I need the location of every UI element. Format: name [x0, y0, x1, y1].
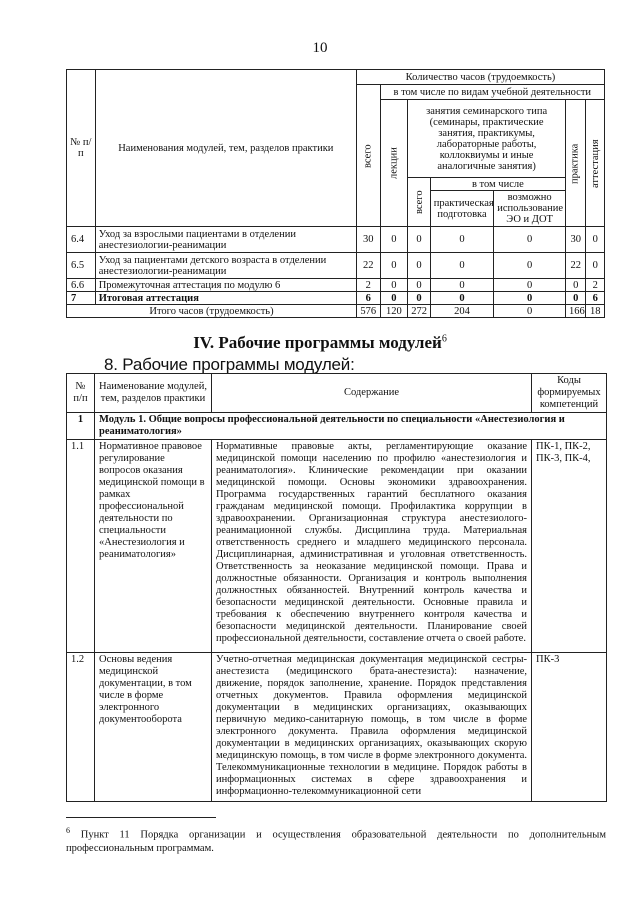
total-seminar: 272 [408, 305, 431, 318]
row-practice: 0 [565, 279, 585, 292]
row-practical: 0 [430, 279, 494, 292]
row-lectures: 0 [380, 292, 408, 305]
header-num: № п/п [67, 70, 96, 227]
table-row [67, 653, 607, 802]
hours-table [66, 69, 605, 318]
row-num: 1.2 [67, 653, 95, 802]
header-practical: практическая подготовка [430, 191, 494, 227]
row-practice: 22 [565, 253, 585, 279]
row-num: 6.6 [67, 279, 96, 292]
header-name: Наименования модулей, тем, разделов практики [95, 70, 356, 227]
table-row [67, 227, 605, 253]
row-seminar: 0 [408, 227, 431, 253]
row-num: 6.5 [67, 253, 96, 279]
row-practical: 0 [430, 227, 494, 253]
header-practice: практика [565, 100, 585, 227]
table-row [67, 253, 605, 279]
row-num: 6.4 [67, 227, 96, 253]
total-total: 576 [356, 305, 380, 318]
row-attest: 6 [586, 292, 605, 305]
module-title: Модуль 1. Общие вопросы профессиональной деятельности по специальности «Анестезиология и реаниматология» [95, 413, 607, 440]
header-incl2: в том числе [430, 178, 565, 191]
module-num: 1 [67, 413, 95, 440]
table-row [67, 279, 605, 292]
programs-table [66, 373, 607, 802]
row-total: 30 [356, 227, 380, 253]
header-seminar: занятия семинарского типа (семинары, практические занятия, практикумы, лабораторные работы, коллоквиумы и иные аналогичные занятия) [408, 100, 566, 178]
header-incl: в том числе по видам учебной деятельности [380, 85, 604, 100]
row-content: Учетно-отчетная медицинская документация медицинской сестры-анестезиста (медицинского брата-анестезиста): назначение, движение, порядок заполнение, хранение. Порядок представления отчетных документов. Правила оформления медицинской документации в медицинских организациях, оказывающих первичную медико-санитарную помощь, в том числе в форме электронного документа. Правила оформления медицинской документации в медицинских организациях, оказывающих скорую медицинскую помощь, в том числе в форме электронного документа. Телекоммуникационные технологии в медицине. Порядок работы в информационных системах в сфере здравоохранения и информационно-телекоммуникационной сети [212, 653, 532, 802]
header-name: Наименование модулей, тем, разделов практики [95, 374, 212, 413]
row-name: Основы ведения медицинской документации, в том числе в форме электронного документооборота [95, 653, 212, 802]
section-title-text: IV. Рабочие программы модулей [193, 333, 442, 352]
row-num: 7 [67, 292, 96, 305]
row-name: Нормативное правовое регулирование вопросов оказания медицинской помощи в рамках профессиональной деятельности по специальности «Анестезиология и реаниматология» [95, 440, 212, 653]
row-codes: ПК-3 [532, 653, 607, 802]
row-num: 1.1 [67, 440, 95, 653]
row-eo: 0 [494, 227, 566, 253]
table-row [67, 440, 607, 653]
row-eo: 0 [494, 292, 566, 305]
footnote-divider [66, 817, 216, 818]
header-hours: Количество часов (трудоемкость) [356, 70, 604, 85]
table-header-row [67, 374, 607, 413]
header-sem-total: всего [408, 178, 431, 227]
row-attest: 2 [586, 279, 605, 292]
table-row [67, 292, 605, 305]
row-attest: 0 [586, 227, 605, 253]
total-label: Итого часов (трудоемкость) [67, 305, 357, 318]
row-name: Уход за взрослыми пациентами в отделении анестезиологии-реанимации [95, 227, 356, 253]
row-eo: 0 [494, 253, 566, 279]
row-attest: 0 [586, 253, 605, 279]
row-seminar: 0 [408, 253, 431, 279]
row-total: 6 [356, 292, 380, 305]
header-lectures: лекции [380, 100, 408, 227]
header-num: № п/п [67, 374, 95, 413]
table-header-row [67, 70, 605, 85]
header-codes: Коды формируемых компетенций [532, 374, 607, 413]
footnote-mark: 6 [66, 826, 70, 835]
row-lectures: 0 [380, 279, 408, 292]
header-eo: возможно использование ЭО и ДОТ [494, 191, 566, 227]
subsection-title: 8. Рабочие программы модулей: [104, 355, 355, 374]
page-number: 10 [312, 40, 328, 56]
row-total: 22 [356, 253, 380, 279]
footnote-ref: 6 [441, 333, 447, 345]
total-lectures: 120 [380, 305, 408, 318]
total-practical: 204 [430, 305, 494, 318]
row-seminar: 0 [408, 292, 431, 305]
row-practice: 30 [565, 227, 585, 253]
row-practical: 0 [430, 253, 494, 279]
footnote [66, 824, 606, 855]
footnote-text: Пункт 11 Порядка организации и осуществления образовательной деятельности по дополнительным профессиональным программам. [66, 829, 607, 854]
total-row [67, 305, 605, 318]
header-total: всего [356, 85, 380, 227]
row-content: Нормативные правовые акты, регламентирующие оказание медицинской помощи населению по профилю «анестезиология и реаниматология». Клинические рекомендации при оказании медицинской помощи. Основы экономики здравоохранения. Программа государственных гарантий бесплатного оказания гражданам медицинской помощи. Профилактика коррупции в здравоохранении. Организационная структура анестезиолого-реанимационной службы. Дисциплина труда. Материальная ответственность среднего и младшего медицинского персонала. Дисциплинарная, административная и уголовная ответственность. Ответственность за неоказание медицинской помощи. Права и должностные обязанности. Организация и контроль выполнения должностных обязанностей. Внутренний контроль качества и безопасности медицинской деятельности. Основные правила и требования к обеспечению внутреннего контроля качества и безопасности медицинской деятельности. Планирование своей профессиональной деятельности, составление отчета о своей работе. [212, 440, 532, 653]
header-attest: аттестация [586, 100, 605, 227]
module-row [67, 413, 607, 440]
row-total: 2 [356, 279, 380, 292]
row-practical: 0 [430, 292, 494, 305]
row-seminar: 0 [408, 279, 431, 292]
total-practice: 166 [565, 305, 585, 318]
row-name: Уход за пациентами детского возраста в отделении анестезиологии-реанимации [95, 253, 356, 279]
row-practice: 0 [565, 292, 585, 305]
row-lectures: 0 [380, 227, 408, 253]
row-name: Итоговая аттестация [95, 292, 356, 305]
total-eo: 0 [494, 305, 566, 318]
section-title [0, 333, 640, 353]
header-content: Содержание [212, 374, 532, 413]
row-eo: 0 [494, 279, 566, 292]
row-lectures: 0 [380, 253, 408, 279]
row-codes: ПК-1, ПК-2, ПК-3, ПК-4, [532, 440, 607, 653]
row-name: Промежуточная аттестация по модулю 6 [95, 279, 356, 292]
total-attest: 18 [586, 305, 605, 318]
